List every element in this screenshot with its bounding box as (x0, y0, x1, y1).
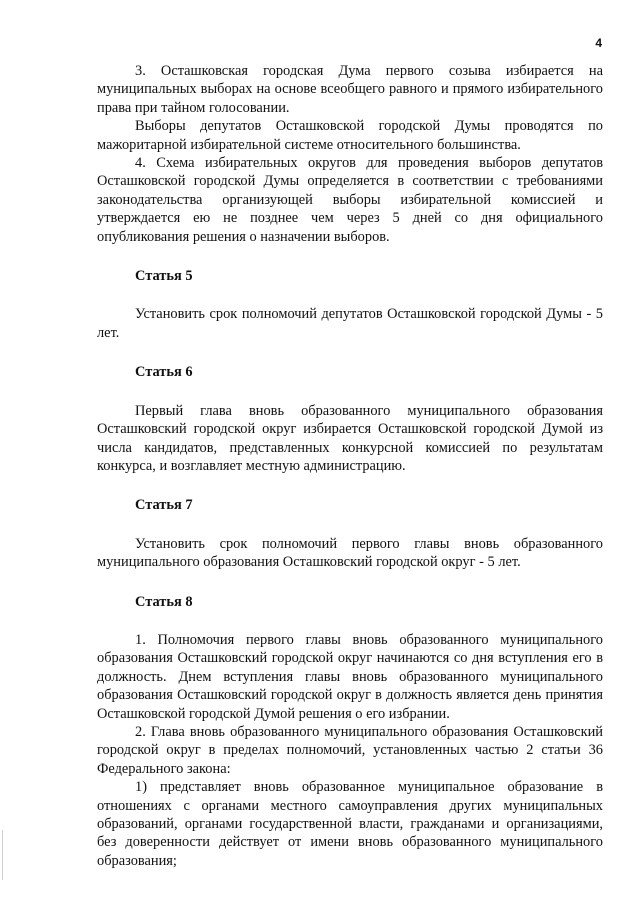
paragraph: 1. Полномочия первого главы вновь образованного муниципального образования Осташковский городской округ начинаются со дня вступления его в должность. Днем вступления главы вновь образованного муниципального образования Осташковский городской округ в должность является день принятия Осташковской городской Думой решения о его избрании. (97, 631, 603, 722)
article-heading: Статья 6 (135, 364, 193, 381)
paragraph: Первый глава вновь образованного муниципального образования Осташковский городской округ избирается Осташковской городской Думой из числа кандидатов, представленных конкурсной комиссией по результатам конкурса, и возглавляет местную администрацию. (97, 402, 603, 474)
article-heading: Статья 7 (135, 497, 193, 514)
article-heading: Статья 5 (135, 268, 193, 285)
scan-edge-mark (2, 830, 3, 880)
article-heading: Статья 8 (135, 593, 193, 610)
paragraph: 2. Глава вновь образованного муниципального образования Осташковский городской округ в пределах полномочий, установленных частью 2 статьи 36 Федерального закона: (97, 723, 603, 777)
paragraph: 3. Осташковская городская Дума первого созыва избирается на муниципальных выборах на основе всеобщего равного и прямого избирательного права при тайном голосовании. (97, 63, 603, 116)
document-body (97, 62, 603, 870)
paragraph: Выборы депутатов Осташковской городской Думы проводятся по мажоритарной избирательной системе относительного большинства. (97, 118, 603, 153)
paragraph: Установить срок полномочий депутатов Осташковской городской Думы - 5 лет. (97, 306, 603, 341)
page-number: 4 (595, 36, 602, 50)
paragraph: 1) представляет вновь образованное муниципальное образование в отношениях с органами местного самоуправления других муниципальных образований, органами государственной власти, гражданами и организациями, без доверенности действует от имени вновь образованного муниципального образования; (97, 779, 603, 869)
paragraph: Установить срок полномочий первого главы вновь образованного муниципального образования Осташковский городской округ - 5 лет. (97, 535, 603, 571)
paragraph: 4. Схема избирательных округов для проведения выборов депутатов Осташковской городской Думы определяется в соответствии с требованиями законодательства организующей выборы избирательной комиссией и утверждается ею не позднее чем через 5 дней со дня официального опубликования решения о назначении выборов. (97, 155, 603, 245)
